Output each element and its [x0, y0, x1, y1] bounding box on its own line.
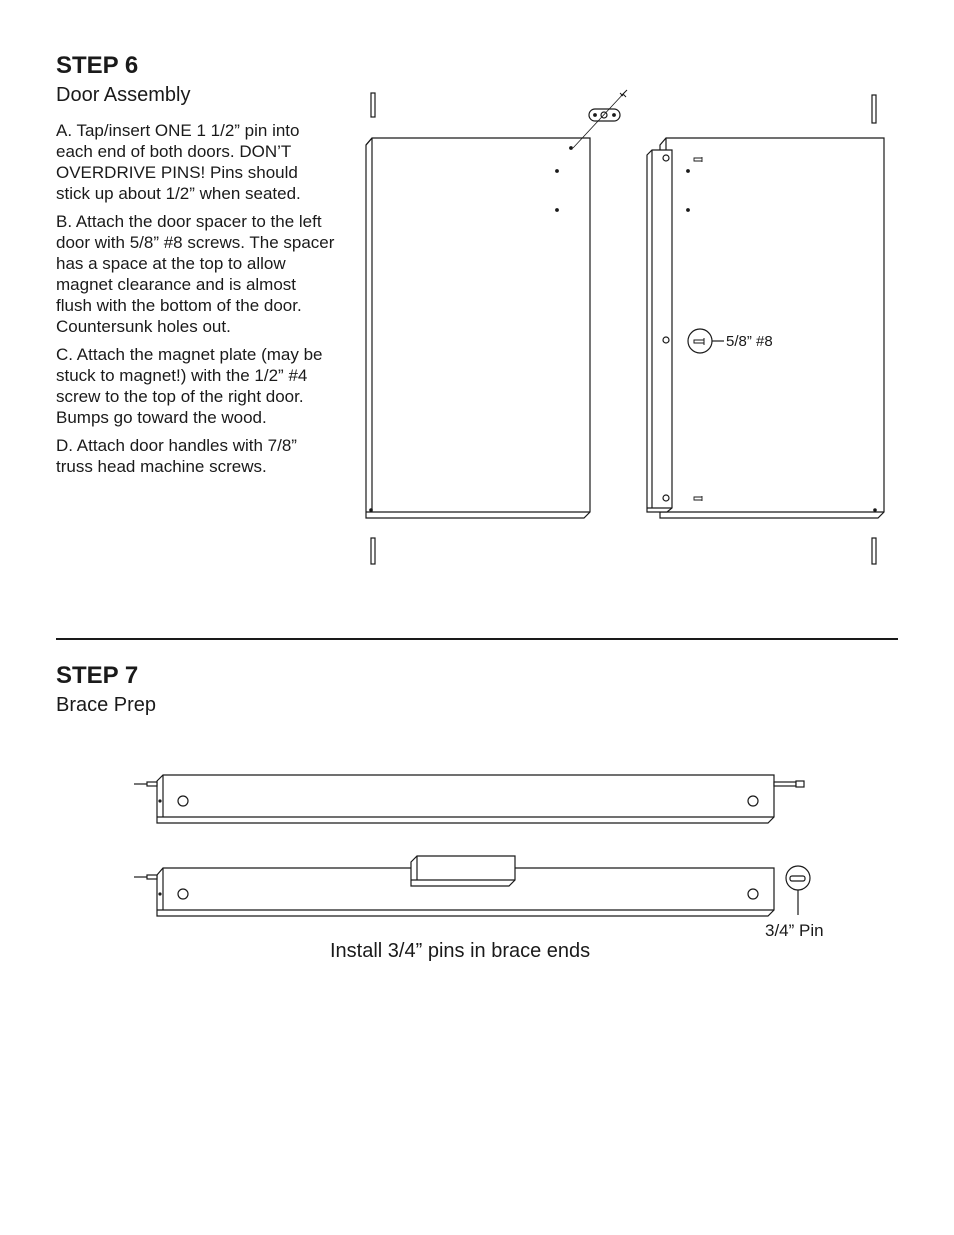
step6-title: STEP 6	[56, 52, 139, 79]
step6-subtitle: Door Assembly	[56, 84, 191, 106]
instruction-d: D. Attach door handles with 7/8” truss head machine screws.	[56, 436, 297, 476]
left-door	[366, 138, 590, 518]
brace-block	[411, 856, 515, 886]
screw-callout-label: 5/8” #8	[726, 333, 773, 350]
instruction-c: C. Attach the magnet plate (may be stuck to magnet!) with the 1/2” #4 screw to the top of the right door. Bumps go toward the wood.	[56, 345, 323, 427]
brace-caption: Install 3/4” pins in brace ends	[330, 940, 591, 962]
upper-brace	[134, 775, 804, 823]
door-spacer	[647, 150, 672, 512]
pin-bottom-left	[371, 538, 375, 564]
section-divider	[56, 638, 898, 640]
pin-top-left	[371, 93, 375, 117]
instruction-b: B. Attach the door spacer to the left door with 5/8” #8 screws. The spacer has a space at the top to allow magnet clearance and is almost flush with the bottom of the door. Countersunk holes out.	[56, 212, 335, 336]
pin-bottom-right	[872, 538, 876, 564]
instruction-a: A. Tap/insert ONE 1 1/2” pin into each end of both doors. DON’T OVERDRIVE PINS! Pins should stick up about 1/2” when seated.	[56, 121, 301, 203]
right-door	[660, 138, 884, 518]
pin-callout-label: 3/4” Pin	[765, 921, 824, 940]
step7-title: STEP 7	[56, 662, 139, 689]
lower-brace	[134, 868, 774, 916]
pin-top-right	[872, 95, 876, 123]
pin-callout	[786, 866, 810, 915]
magnet-plate	[573, 90, 627, 148]
step7-subtitle: Brace Prep	[56, 694, 157, 716]
